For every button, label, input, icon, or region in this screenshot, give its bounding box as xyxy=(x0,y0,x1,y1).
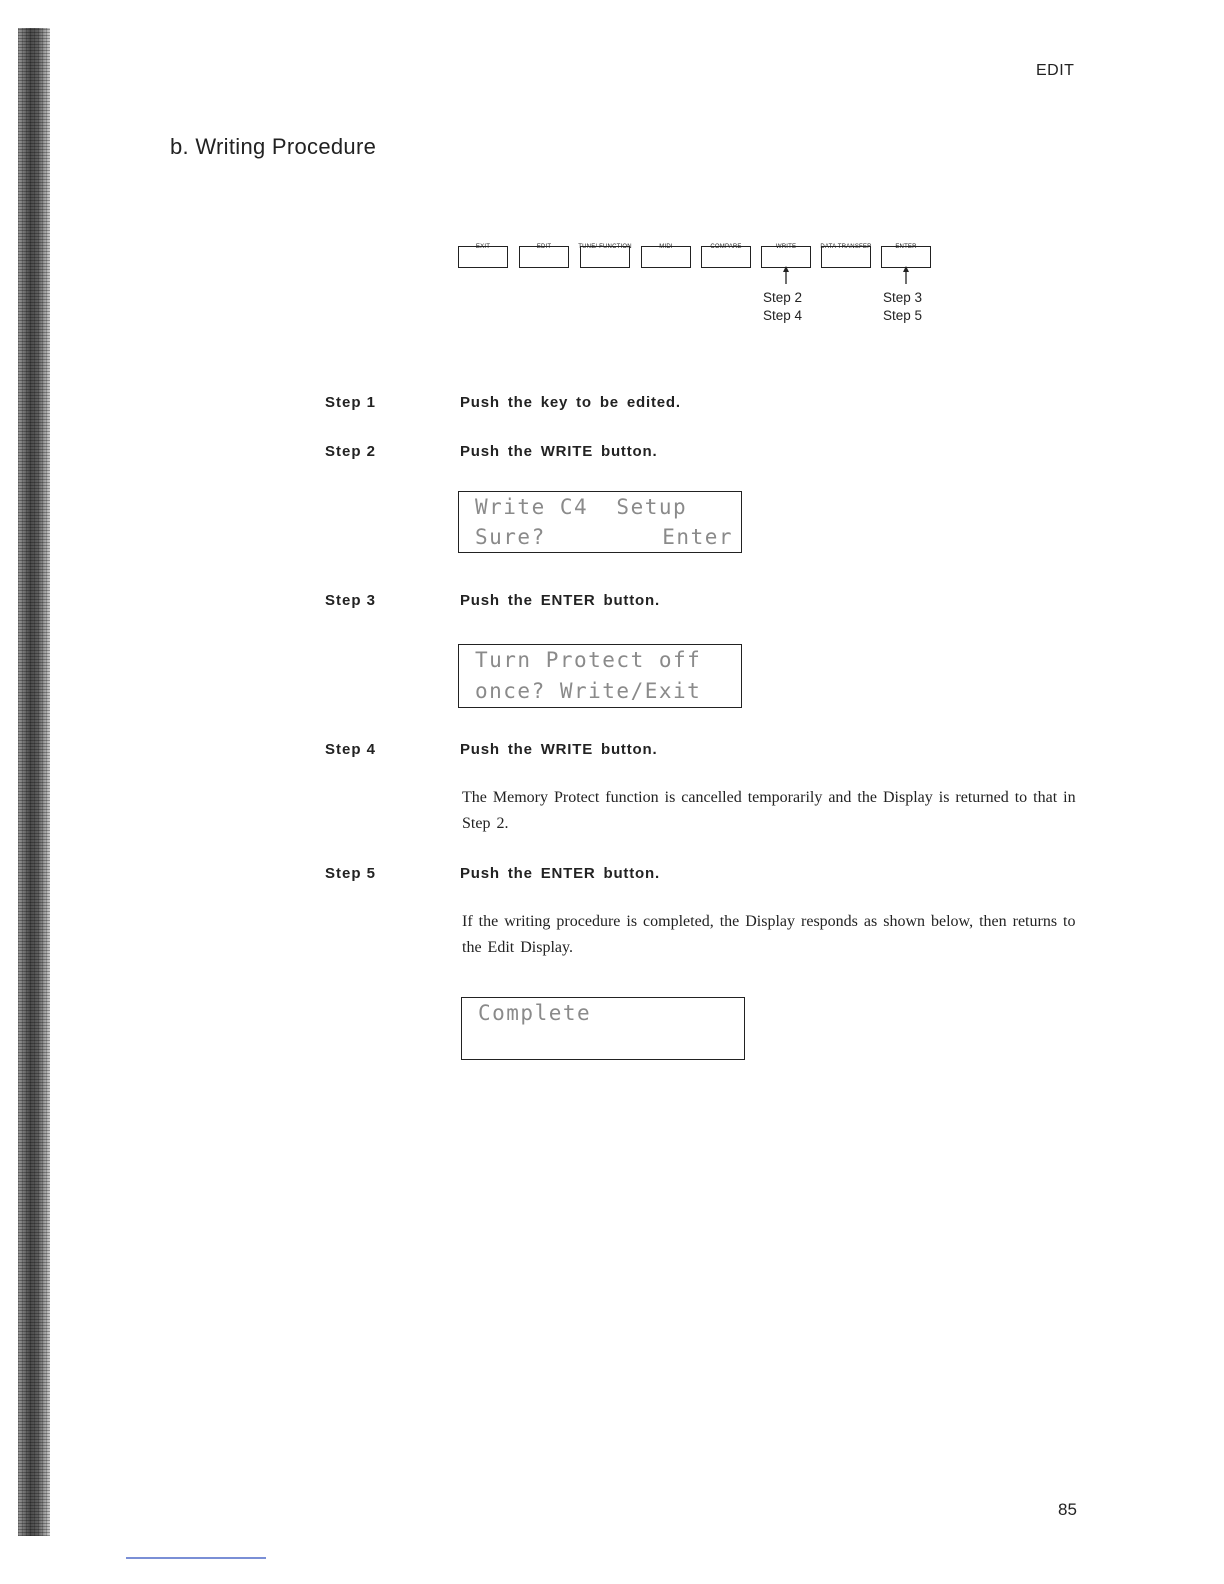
page-title: b. Writing Procedure xyxy=(170,134,377,159)
write-step-reference xyxy=(763,289,833,325)
arrow-up-icon xyxy=(781,266,791,284)
lcd-line-1: Write C4 Setup xyxy=(475,495,688,519)
step-label: Step 3 xyxy=(325,592,377,609)
button-label-compare: COMPARE xyxy=(710,243,742,250)
enter-step-ref-1: Step 3 xyxy=(883,290,923,305)
lcd-line-1: Complete xyxy=(478,1001,592,1025)
enter-step-ref-2: Step 5 xyxy=(883,308,923,323)
write-step-ref-1: Step 2 xyxy=(763,290,803,305)
step-instruction: Push the WRITE button. xyxy=(460,741,658,758)
button-label-edit: EDIT xyxy=(536,243,552,250)
exit-button[interactable] xyxy=(458,246,508,268)
enter-button[interactable] xyxy=(881,246,931,268)
step-instruction: Push the ENTER button. xyxy=(460,592,660,609)
step-label: Step 4 xyxy=(325,741,377,758)
step-instruction: Push the WRITE button. xyxy=(460,443,658,460)
step-instruction: Push the ENTER button. xyxy=(460,865,660,882)
footer-rule xyxy=(126,1557,266,1559)
lcd-display-write xyxy=(458,491,742,553)
edit-button[interactable] xyxy=(519,246,569,268)
scan-edge-shadow xyxy=(18,28,50,1536)
enter-step-reference xyxy=(883,289,953,325)
button-label-data-transfer: DATA TRANSFER xyxy=(820,243,872,250)
lcd-display-complete xyxy=(461,997,745,1060)
write-button[interactable] xyxy=(761,246,811,268)
step-label: Step 2 xyxy=(325,443,377,460)
compare-button[interactable] xyxy=(701,246,751,268)
button-label-exit: EXIT xyxy=(475,243,491,250)
lcd-display-protect xyxy=(458,644,742,708)
step-label: Step 5 xyxy=(325,865,377,882)
section-header: EDIT xyxy=(1036,62,1075,79)
midi-button[interactable] xyxy=(641,246,691,268)
lcd-line-1: Turn Protect off xyxy=(475,648,702,672)
button-label-write: WRITE xyxy=(775,243,797,250)
tune-function-button[interactable] xyxy=(580,246,630,268)
page-number: 85 xyxy=(1058,1500,1077,1519)
data-transfer-button[interactable] xyxy=(821,246,871,268)
lcd-line-2-right: Enter xyxy=(662,525,733,549)
step-note: If the writing procedure is completed, the Display responds as shown below, then returns to the Edit Display. xyxy=(462,913,1076,956)
write-step-ref-2: Step 4 xyxy=(763,308,803,323)
step-instruction: Push the key to be edited. xyxy=(460,394,681,411)
lcd-line-2: once? Write/Exit xyxy=(475,679,702,703)
button-label-tune-function: TUNE/ FUNCTION xyxy=(578,243,632,250)
button-label-midi: MIDI xyxy=(659,243,673,250)
front-panel-diagram xyxy=(458,226,938,336)
step-note: The Memory Protect function is cancelled temporarily and the Display is returned to that in Step 2. xyxy=(462,789,1076,832)
arrow-up-icon xyxy=(901,266,911,284)
lcd-line-2-left: Sure? xyxy=(475,525,546,549)
button-label-enter: ENTER xyxy=(895,243,917,250)
step-label: Step 1 xyxy=(325,394,377,411)
